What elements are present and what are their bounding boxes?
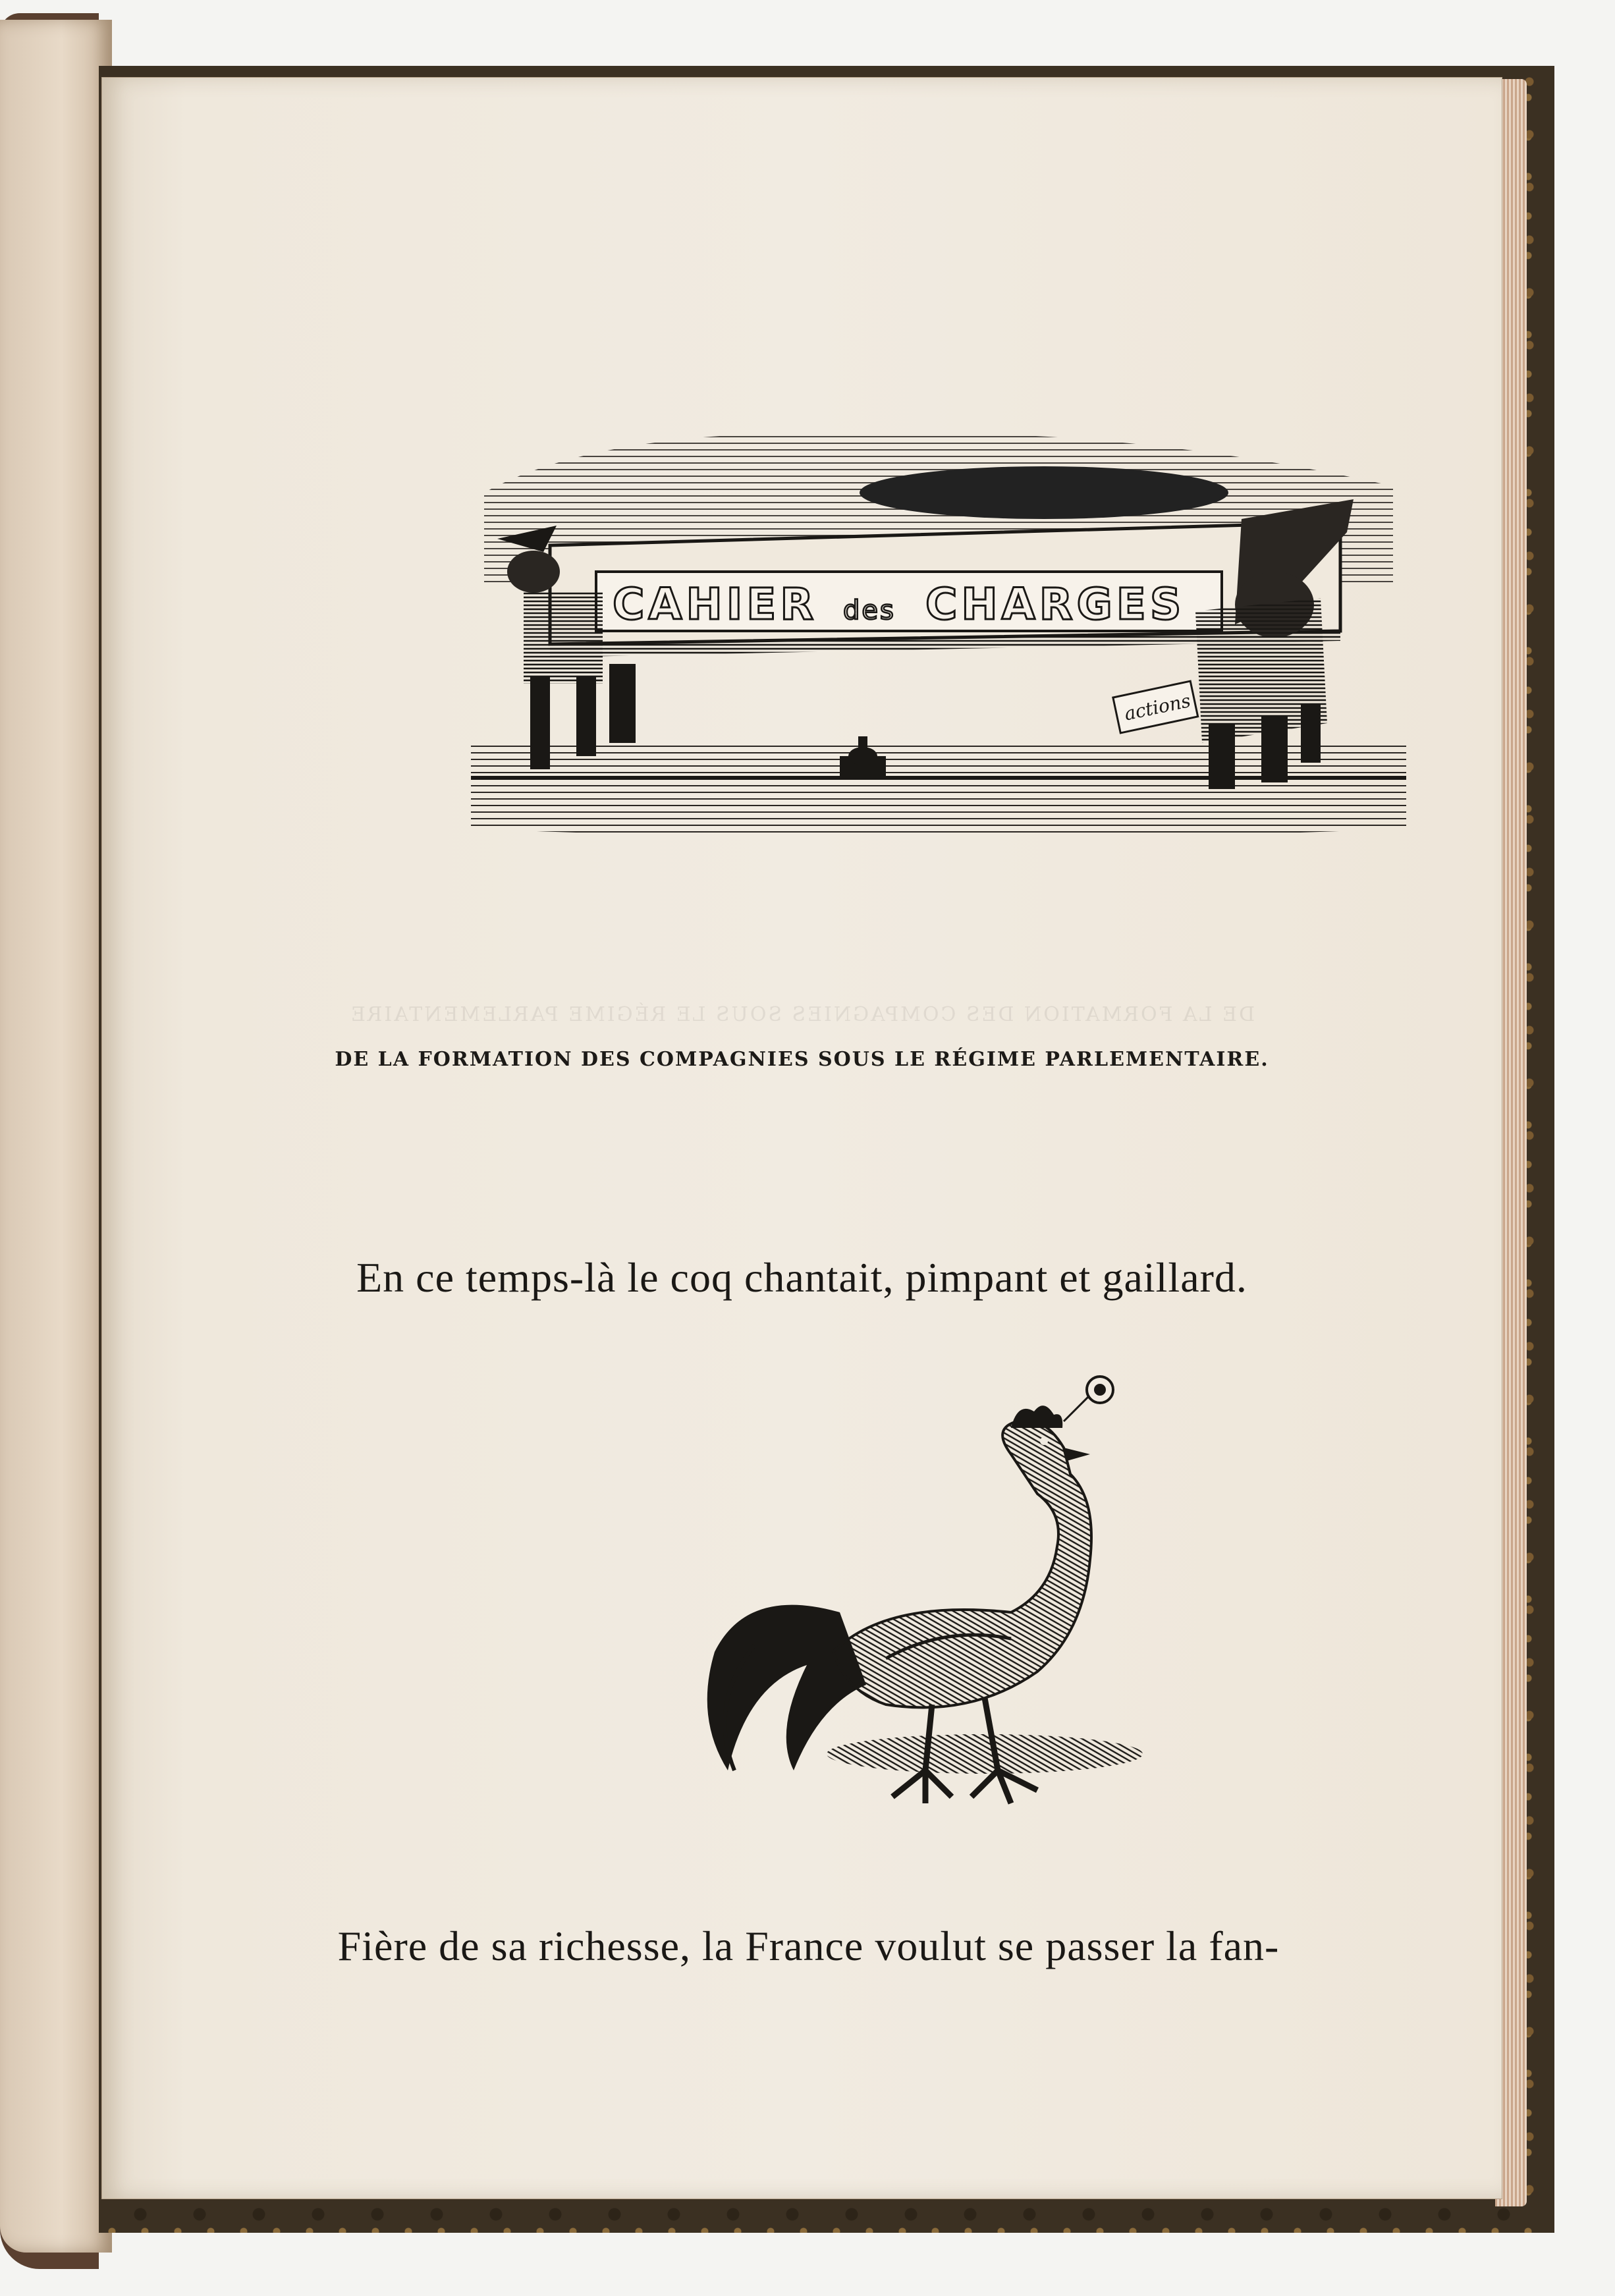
actions-label: actions <box>1122 690 1193 725</box>
bleed-through-text: DE LA FORMATION DES COMPAGNIES SOUS LE RÉGIME PARLEMENTAIRE <box>348 1003 1255 1026</box>
banner-word-cahier: CAHIER <box>613 579 818 630</box>
text-line-1: En ce temps-là le coq chantait, pimpant et gaillard. <box>356 1254 1247 1301</box>
text-line-2: Fière de sa richesse, la France voulut se passer la fan- <box>337 1923 1280 1969</box>
book-page <box>102 78 1502 2199</box>
illustration-caption: DE LA FORMATION DES COMPAGNIES SOUS LE RÉGIME PARLEMENTAIRE. <box>335 1048 1269 1071</box>
rooster-illustration <box>669 1375 1182 1876</box>
header-illustration <box>471 414 1406 835</box>
left-page-edge <box>0 20 112 2253</box>
banner-word-charges: CHARGES <box>925 579 1186 630</box>
banner-word-des: des <box>843 595 896 626</box>
